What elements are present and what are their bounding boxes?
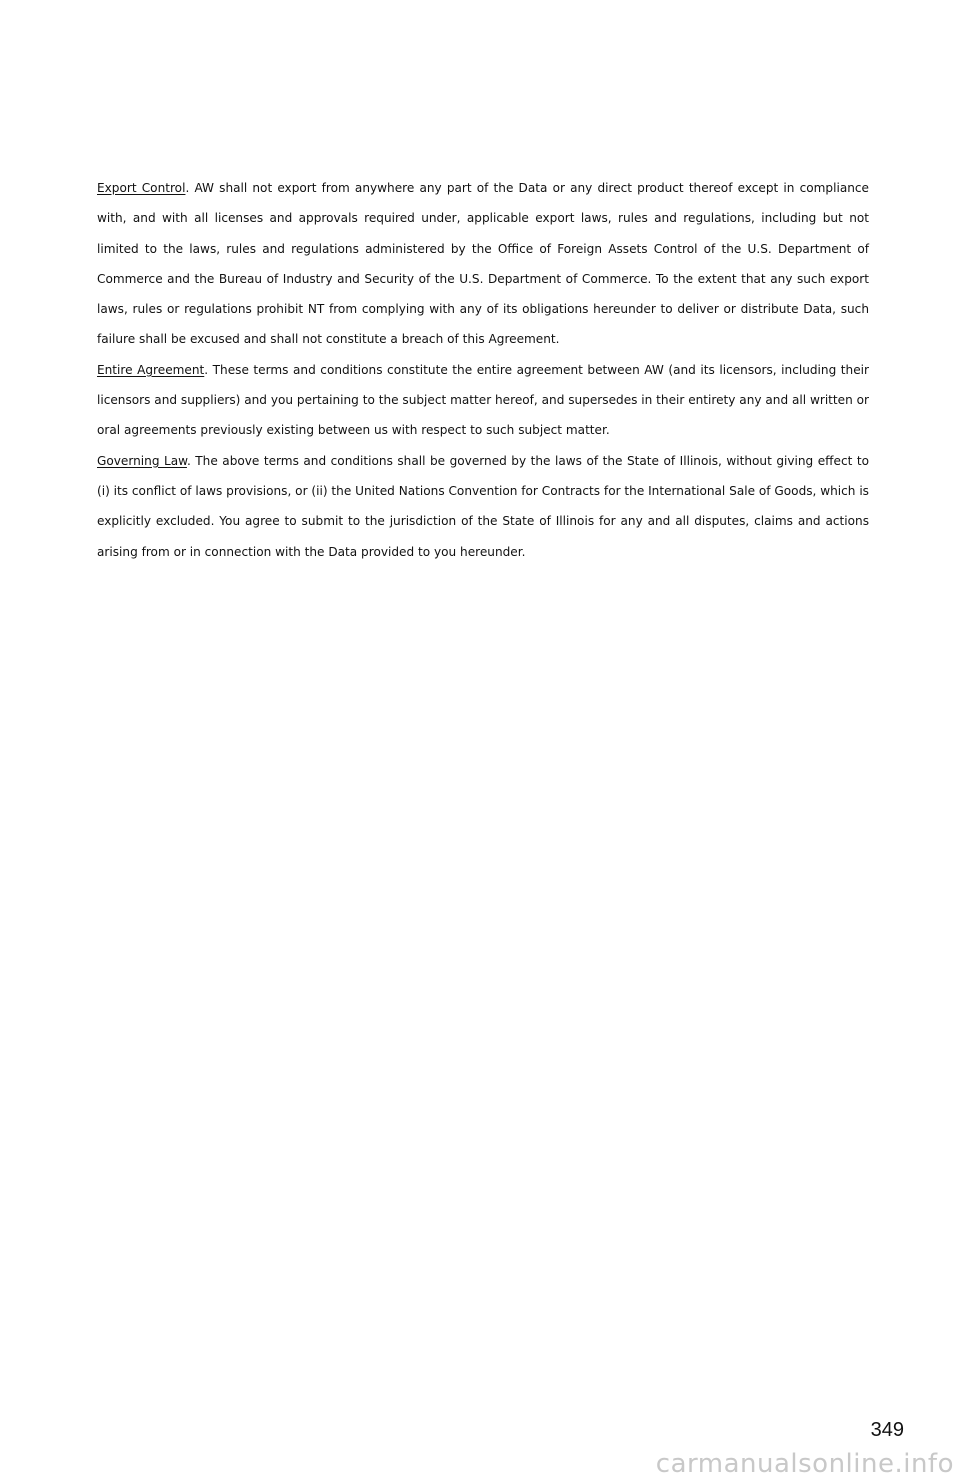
paragraph-governing-law — [97, 446, 869, 567]
paragraph-text: . The above terms and conditions shall be governed by the laws of the State of Illinois, without giving effect to (i) its conflict of laws provisions, or (ii) the United Nations Convention for Contracts for the International Sale of Goods, which is explicitly excluded. You agree to submit to the jurisdiction of the State of Illinois for any and all disputes, claims and actions arising from or in connection with the Data provided to you hereunder. — [97, 453, 869, 559]
watermark: carmanualsonline.info — [655, 1449, 954, 1479]
paragraph-export-control — [97, 173, 869, 355]
page-number: 349 — [870, 1419, 904, 1441]
paragraph-text: . These terms and conditions constitute the entire agreement between AW (and its licensors, including their licensors and suppliers) and you pertaining to the subject matter hereof, and supersedes in their entirety any and all written or oral agreements previously existing between us with respect to such subject matter. — [97, 362, 869, 438]
document-body — [97, 173, 869, 567]
paragraph-entire-agreement — [97, 355, 869, 446]
paragraph-text: . AW shall not export from anywhere any part of the Data or any direct product thereof except in compliance with, and with all licenses and approvals required under, applicable export laws, rules and regulations, including but not limited to the laws, rules and regulations administered by the Office of Foreign Assets Control of the U.S. Department of Commerce and the Bureau of Industry and Security of the U.S. Department of Commerce. To the extent that any such export laws, rules or regulations prohibit NT from complying with any of its obligations hereunder to deliver or distribute Data, such failure shall be excused and shall not constitute a breach of this Agreement. — [97, 181, 869, 347]
heading-entire-agreement: Entire Agreement — [97, 362, 205, 377]
heading-governing-law: Governing Law — [97, 453, 187, 468]
heading-export-control: Export Control — [97, 181, 186, 195]
